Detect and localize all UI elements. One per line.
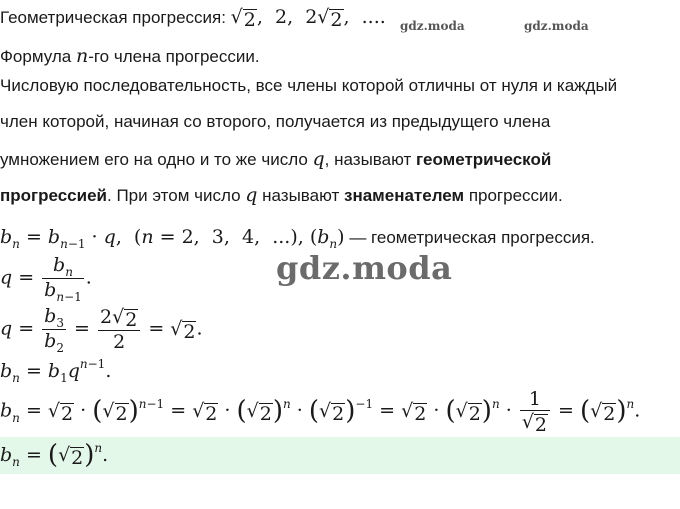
- formula-recurrence-math: $b_n = b_{n-1} \cdot q$, (n = 2, 3, 4, ...), $(b_n)$: [0, 226, 345, 251]
- definition-text: умножением его на одно и то же число: [0, 150, 313, 169]
- definition-text: , называют: [324, 150, 416, 169]
- term-ratio: знаменателем: [344, 186, 465, 205]
- definition-line-2: член которой, начиная со второго, получается из предыдущего члена: [0, 112, 551, 131]
- definition-text: прогрессии.: [464, 186, 563, 205]
- formula-general-term: $b_n = b_1q^{n-1}$.: [0, 357, 112, 385]
- definition-line-3: [0, 148, 551, 170]
- formula-recurrence-text: — геометрическая прогрессия.: [349, 228, 595, 247]
- var-q: q: [312, 148, 325, 170]
- formula-heading-rest: -го члена прогрессии.: [88, 47, 260, 66]
- progression-terms: √ 2 , 2, 2 √ 2 , ....: [230, 6, 386, 31]
- formula-ratio: q = $\frac{b_n}{b_{n-1}}$ .: [0, 254, 92, 304]
- definition-text: . При этом число: [107, 186, 246, 205]
- formula-result: $b_n$ = ( √ 2 )$^n$.: [0, 440, 109, 470]
- formula-recurrence: [0, 226, 595, 251]
- term-geometric: геометрической: [415, 150, 552, 169]
- formula-heading-var: n: [75, 45, 89, 67]
- progression-example-line: [0, 6, 386, 30]
- formula-derivation: $b_n$ = √ 2 · ( √ 2 )$^{n-1}$ = √ 2 · ( √ 2 )$^n$ · ( √ 2 )$^{-1}$ = √ 2 · ( √ 2 )$^n$ · 1 √ 2 = ( √ 2 )$^n$.: [0, 388, 641, 436]
- term-progression: прогрессией: [0, 186, 107, 205]
- watermark-small-2: gdz.moda: [524, 19, 589, 33]
- definition-text: называют: [257, 186, 344, 205]
- formula-heading: [0, 45, 260, 67]
- progression-label: Геометрическая прогрессия:: [0, 8, 231, 27]
- definition-line-4: [0, 184, 563, 206]
- var-q: q: [245, 184, 258, 206]
- formula-heading-text: Формула: [0, 47, 76, 66]
- definition-line-1: Числовую последовательность, все члены которой отличны от нуля и каждый: [0, 76, 618, 95]
- formula-ratio-value: q = $\frac{b_3}{b_2}$ = 2 √ 2 2 = √ 2 .: [0, 305, 203, 355]
- watermark-large: gdz.moda: [276, 249, 453, 287]
- watermark-small-1: gdz.moda: [400, 19, 465, 33]
